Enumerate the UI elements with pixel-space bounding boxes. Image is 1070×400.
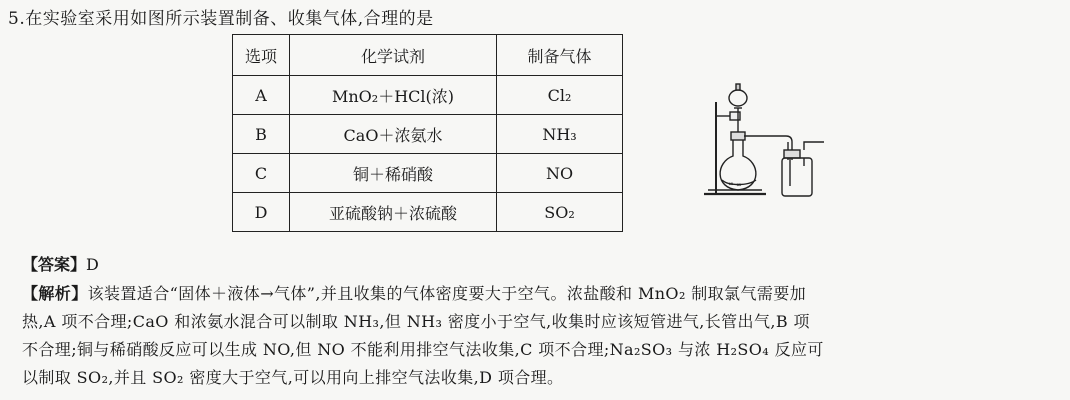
analysis-line: 以制取 SO₂,并且 SO₂ 密度大于空气,可以用向上排空气法收集,D 项合理。: [22, 368, 564, 387]
question-text: 5.在实验室采用如图所示装置制备、收集气体,合理的是: [8, 9, 434, 29]
analysis-block: [22, 280, 1052, 392]
header-gas: 制备气体: [497, 35, 623, 76]
analysis-label: 【解析】: [22, 284, 88, 303]
table-row: [233, 76, 623, 115]
reagent-cell: 亚硫酸钠＋浓硫酸: [290, 193, 497, 232]
option-cell: C: [233, 154, 290, 193]
table-row: [233, 154, 623, 193]
analysis-line: 热,A 项不合理;CaO 和浓氨水混合可以制取 NH₃,但 NH₃ 密度小于空气,收集时应该短管进气,长管出气,B 项: [22, 312, 810, 331]
answer-value: D: [86, 255, 99, 274]
svg-text:∞: ∞: [728, 180, 734, 188]
reagent-cell: 铜＋稀硝酸: [290, 154, 497, 193]
table-header-row: [233, 35, 623, 76]
header-option: 选项: [233, 35, 290, 76]
options-table: [232, 34, 623, 232]
gas-cell: SO₂: [497, 193, 623, 232]
analysis-line: 不合理;铜与稀硝酸反应可以生成 NO,但 NO 不能利用排空气法收集,C 项不合理;Na₂SO₃ 与浓 H₂SO₄ 反应可: [22, 340, 824, 359]
reagent-cell: CaO＋浓氨水: [290, 115, 497, 154]
header-reagent: 化学试剂: [290, 35, 497, 76]
option-cell: D: [233, 193, 290, 232]
svg-text:∞: ∞: [736, 181, 742, 189]
answer-line: [22, 252, 99, 275]
table-row: [233, 115, 623, 154]
analysis-line: [22, 280, 1052, 308]
option-cell: B: [233, 115, 290, 154]
option-cell: A: [233, 76, 290, 115]
answer-label: 【答案】: [22, 255, 87, 274]
reagent-cell: MnO₂＋HCl(浓): [290, 76, 497, 115]
analysis-text: 该装置适合“固体＋液体→气体”,并且收集的气体密度要大于空气。浓盐酸和 MnO₂ 制取氯气需要加: [87, 284, 807, 303]
gas-cell: Cl₂: [497, 76, 623, 115]
gas-cell: NO: [497, 154, 623, 193]
gas-cell: NH₃: [497, 115, 623, 154]
table-row: [233, 193, 623, 232]
gas-apparatus-diagram: [700, 78, 830, 200]
